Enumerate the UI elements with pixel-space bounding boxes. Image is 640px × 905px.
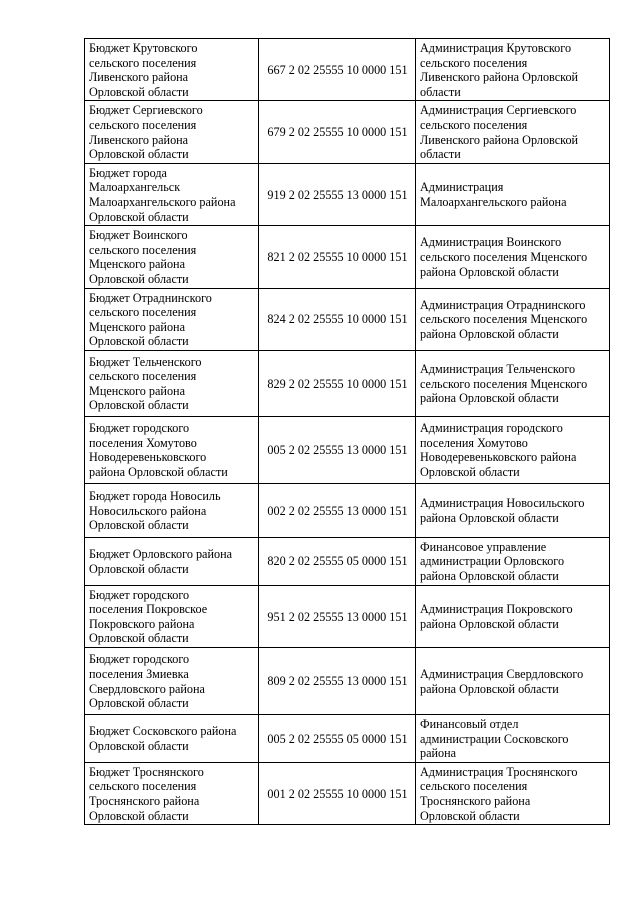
budget-code-cell: 824 2 02 25555 10 0000 151 [259,288,416,350]
administrator-line: Администрация Покровского [420,602,573,617]
budget-code-cell: 951 2 02 25555 13 0000 151 [259,585,416,647]
budget-name-cell [85,39,259,101]
budget-code-cell: 829 2 02 25555 10 0000 151 [259,350,416,416]
budget-name-line: Бюджет Крутовского [89,41,198,55]
budget-name-line: Орловской области [89,147,189,162]
budget-name-line: Бюджет Тельченского [89,354,202,369]
administrator-line: сельского поселения [420,117,528,132]
budget-code-cell: 919 2 02 25555 13 0000 151 [259,163,416,225]
table-row [85,585,610,647]
administrator-line: Малоархангельского района [420,194,567,209]
table-row [85,648,610,715]
budget-code-cell: 001 2 02 25555 10 0000 151 [259,762,416,824]
budget-name-line: сельского поселения [89,369,197,384]
budget-name-line: Бюджет городского [89,587,190,602]
budget-name-line: сельского поселения [89,779,197,794]
budget-code-cell: 679 2 02 25555 10 0000 151 [259,101,416,163]
administrator-cell [416,163,610,225]
budget-name-line: Ливенского района [89,70,189,85]
budget-name-line: Орловской области [89,561,189,576]
administrator-line: администрации Орловского [420,554,565,569]
budget-table-body [85,39,610,825]
administrator-line: района Орловской области [420,326,559,341]
administrator-cell [416,585,610,647]
budget-name-cell [85,762,259,824]
table-row [85,762,610,824]
budget-name-line: Бюджет Орловского района [89,547,233,562]
budget-name-cell [85,483,259,537]
table-row [85,163,610,225]
budget-name-line: Орловской области [89,209,189,224]
administrator-line: администрации Сосковского [420,731,569,746]
administrator-cell [416,226,610,288]
table-row [85,483,610,537]
budget-name-line: Орловской области [89,696,189,711]
budget-name-line: Мценского района [89,319,185,334]
administrator-line: района Орловской области [420,264,559,279]
table-row [85,416,610,483]
administrator-line: Администрация Троснянского [420,764,578,779]
administrator-line: района Орловской области [420,391,559,406]
budget-name-cell [85,350,259,416]
administrator-line: Администрация Отраднинского [420,297,586,312]
table-row [85,715,610,763]
administrator-line: сельского поселения [420,55,528,70]
table-row [85,226,610,288]
budget-name-line: Бюджет Отраднинского [89,290,212,305]
budget-name-cell [85,101,259,163]
administrator-line: Администрация Воинского [420,235,562,250]
administrator-line: Орловской области [420,808,520,823]
administrator-cell [416,39,610,101]
administrator-line: Троснянского района [420,794,531,808]
budget-name-cell [85,226,259,288]
administrator-cell [416,416,610,483]
budget-name-cell [85,163,259,225]
budget-name-line: Орловской области [89,334,189,349]
budget-name-line: Орловской области [89,738,189,753]
budget-name-line: Орловской области [89,271,189,286]
administrator-line: сельского поселения Мценского [420,250,588,265]
budget-name-line: поселения Змиевка [89,666,189,681]
budget-name-line: Новодеревеньковского [89,450,207,465]
budget-name-line: Бюджет города [89,165,167,180]
budget-name-line: Орловской области [89,631,189,646]
administrator-line: Новодеревеньковского района [420,450,577,465]
administrator-line: района Орловской области [420,616,559,631]
budget-name-cell [85,288,259,350]
administrator-line: области [420,84,461,99]
administrator-cell [416,350,610,416]
budget-name-line: Свердловского района [89,681,205,696]
budget-name-line: Орловской области [89,518,189,533]
budget-name-line: Мценского района [89,257,185,272]
budget-name-line: Покровского района [89,616,195,631]
budget-code-cell: 005 2 02 25555 13 0000 151 [259,416,416,483]
budget-name-cell [85,585,259,647]
budget-name-line: сельского поселения [89,305,197,320]
administrator-line: района Орловской области [420,569,559,584]
budget-name-line: Бюджет Сергиевского [89,103,203,118]
budget-name-line: района Орловской области [89,464,228,479]
budget-name-line: Новосильского района [89,503,207,518]
budget-name-cell [85,537,259,585]
administrator-line: области [420,147,461,162]
administrator-line: Администрация Крутовского [420,41,572,55]
budget-name-line: Орловской области [89,84,189,99]
administrator-line: Администрация Сергиевского [420,103,577,118]
budget-name-line: поселения Хомутово [89,435,197,450]
administrator-cell [416,101,610,163]
administrator-line: Администрация городского [420,421,563,436]
budget-name-line: Бюджет Троснянского [89,764,204,779]
budget-name-line: Малоархангельского района [89,194,236,209]
budget-name-line: Мценского района [89,383,185,398]
table-row [85,101,610,163]
administrator-line: поселения Хомутово [420,435,528,450]
administrator-cell [416,288,610,350]
table-row [85,39,610,101]
budget-name-line: сельского поселения [89,55,197,70]
table-row [85,537,610,585]
budget-name-cell [85,416,259,483]
budget-table [84,38,610,825]
administrator-line: Администрация [420,180,504,195]
budget-name-line: Орловской области [89,398,189,413]
budget-name-line: Бюджет городского [89,652,190,667]
administrator-line: Администрация Тельченского [420,361,576,376]
administrator-cell [416,762,610,824]
administrator-cell [416,537,610,585]
budget-name-line: Малоархангельск [89,180,181,195]
administrator-line: сельского поселения Мценского [420,312,588,327]
administrator-line: сельского поселения [420,779,528,794]
budget-code-cell: 005 2 02 25555 05 0000 151 [259,715,416,763]
administrator-cell [416,715,610,763]
budget-name-line: Бюджет Сосковского района [89,724,237,739]
budget-code-cell: 820 2 02 25555 05 0000 151 [259,537,416,585]
budget-code-cell: 002 2 02 25555 13 0000 151 [259,483,416,537]
administrator-line: Ливенского района Орловской [420,132,579,147]
administrator-line: Орловской области [420,464,520,479]
budget-name-line: Бюджет Воинского [89,228,188,243]
budget-name-cell [85,715,259,763]
administrator-line: района [420,746,457,761]
administrator-line: Администрация Новосильского [420,496,585,511]
budget-name-cell [85,648,259,715]
administrator-line: сельского поселения Мценского [420,376,588,391]
budget-code-cell: 821 2 02 25555 10 0000 151 [259,226,416,288]
budget-name-line: Троснянского района [89,794,200,808]
administrator-cell [416,483,610,537]
budget-name-line: Бюджет города Новосиль [89,488,221,503]
administrator-line: Финансовое управление [420,539,547,554]
budget-name-line: поселения Покровское [89,602,208,617]
administrator-line: района Орловской области [420,510,559,525]
budget-code-cell: 809 2 02 25555 13 0000 151 [259,648,416,715]
administrator-line: Финансовый отдел [420,717,519,732]
budget-name-line: Бюджет городского [89,421,190,436]
budget-name-line: сельского поселения [89,242,197,257]
administrator-line: района Орловской области [420,681,559,696]
administrator-line: Ливенского района Орловской [420,70,579,85]
budget-name-line: сельского поселения [89,117,197,132]
budget-name-line: Ливенского района [89,132,189,147]
budget-code-cell: 667 2 02 25555 10 0000 151 [259,39,416,101]
administrator-line: Администрация Свердловского [420,666,584,681]
administrator-cell [416,648,610,715]
table-row [85,288,610,350]
table-row [85,350,610,416]
budget-name-line: Орловской области [89,808,189,823]
